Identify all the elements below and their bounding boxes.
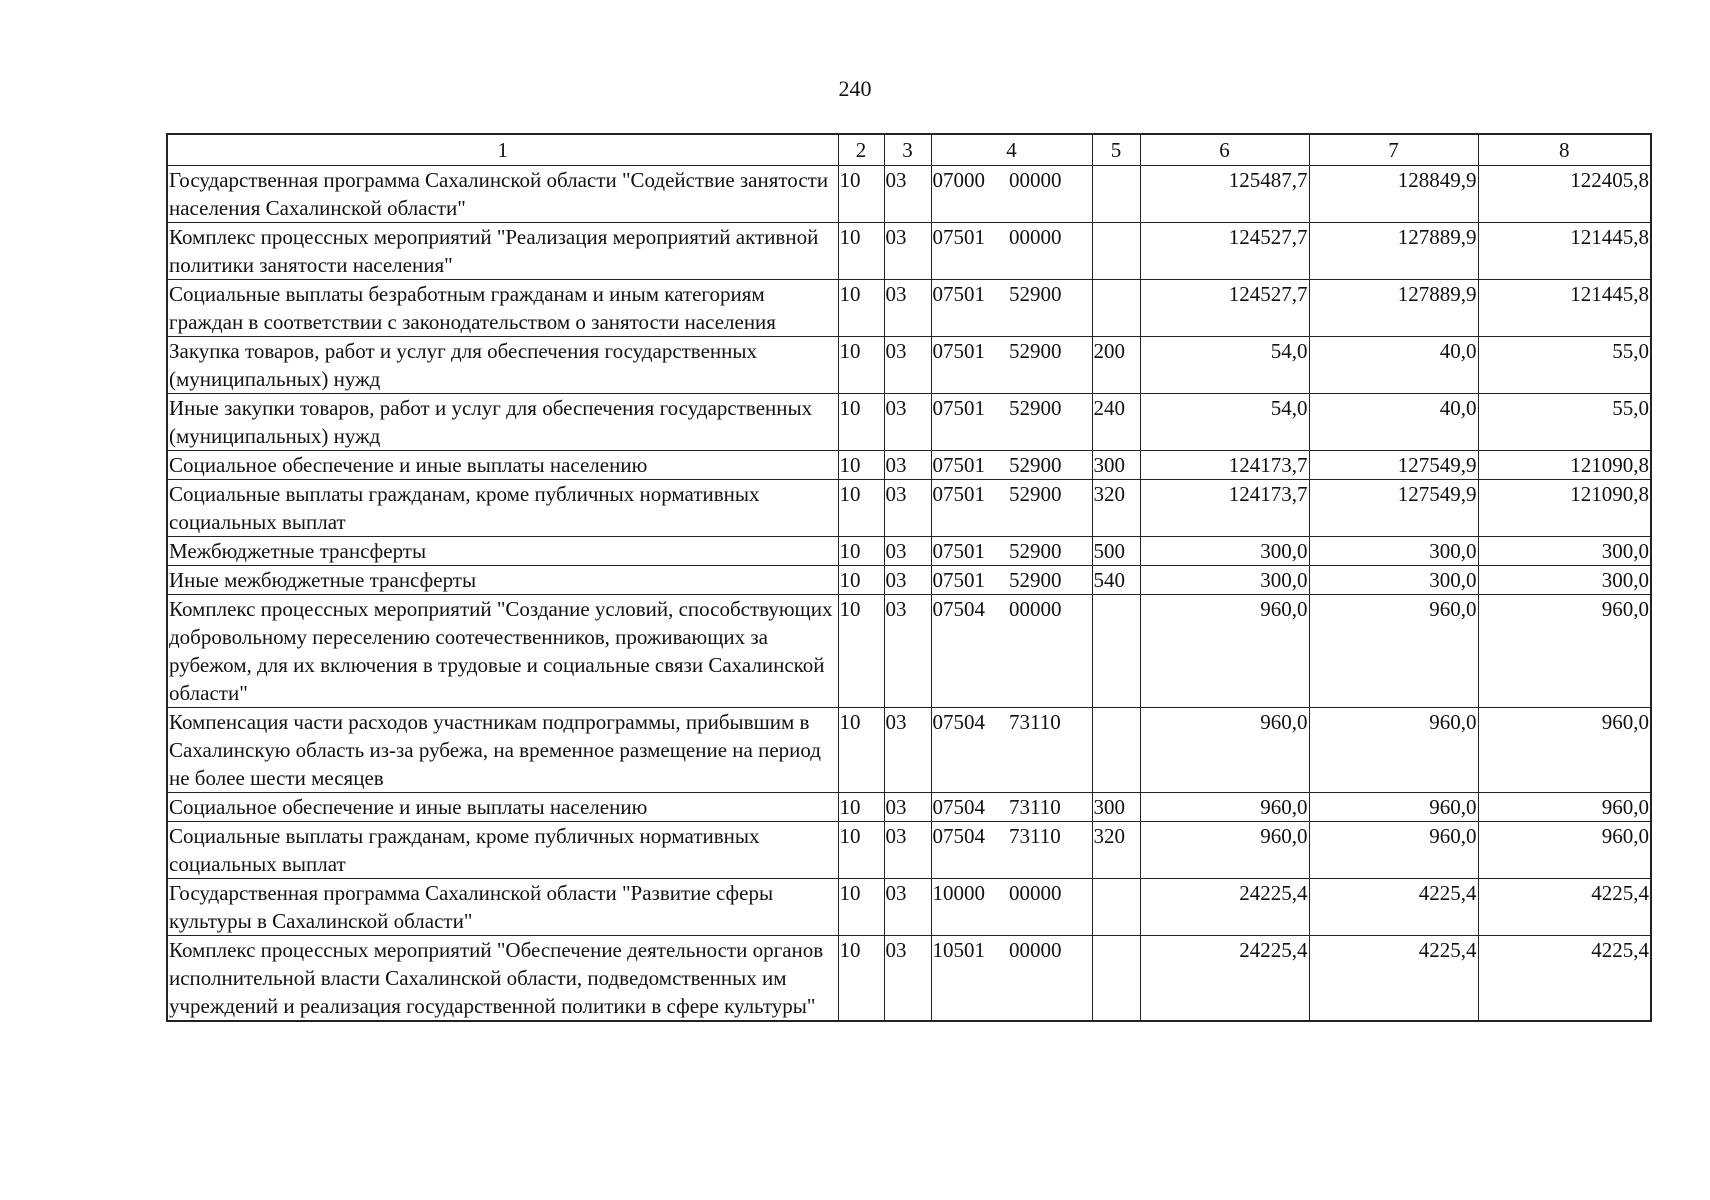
- section-code-cell: 10: [838, 166, 884, 223]
- target-article-cell: [931, 394, 1092, 451]
- subsection-code-cell: 03: [884, 223, 931, 280]
- amount-year-2-cell: 960,0: [1309, 595, 1478, 708]
- program-code: 07504: [932, 710, 985, 734]
- amount-year-3-cell: 4225,4: [1478, 936, 1651, 1022]
- amount-year-1-cell: 54,0: [1140, 337, 1309, 394]
- direction-code: 00000: [1009, 938, 1062, 962]
- direction-code: 73110: [1009, 824, 1061, 848]
- table-body: [167, 166, 1651, 1022]
- direction-code: 00000: [1009, 168, 1062, 192]
- target-article-cell: [931, 280, 1092, 337]
- table-row: [167, 166, 1651, 223]
- program-code: 07501: [932, 339, 985, 363]
- subsection-code-cell: 03: [884, 337, 931, 394]
- target-article-cell: [931, 936, 1092, 1022]
- expense-type-cell: [1092, 166, 1140, 223]
- expense-type-cell: 320: [1092, 822, 1140, 879]
- header-col-1: 1: [167, 134, 838, 166]
- target-article-cell: [931, 480, 1092, 537]
- amount-year-2-cell: 960,0: [1309, 793, 1478, 822]
- header-col-3: 3: [884, 134, 931, 166]
- program-code: 10000: [932, 881, 985, 905]
- section-code-cell: 10: [838, 223, 884, 280]
- page-number: 240: [838, 76, 872, 101]
- subsection-code-cell: 03: [884, 879, 931, 936]
- program-code: 10501: [932, 938, 985, 962]
- amount-year-3-cell: 121090,8: [1478, 451, 1651, 480]
- subsection-code-cell: 03: [884, 480, 931, 537]
- program-code: 07501: [932, 453, 985, 477]
- row-name-cell: Государственная программа Сахалинской области "Содействие занятости населения Сахалинской области": [167, 166, 838, 223]
- section-code-cell: 10: [838, 566, 884, 595]
- subsection-code-cell: 03: [884, 595, 931, 708]
- amount-year-1-cell: 125487,7: [1140, 166, 1309, 223]
- row-name-cell: Социальные выплаты гражданам, кроме публичных нормативных социальных выплат: [167, 480, 838, 537]
- amount-year-2-cell: 300,0: [1309, 537, 1478, 566]
- amount-year-1-cell: 54,0: [1140, 394, 1309, 451]
- table-row: [167, 337, 1651, 394]
- subsection-code-cell: 03: [884, 166, 931, 223]
- amount-year-2-cell: 128849,9: [1309, 166, 1478, 223]
- section-code-cell: 10: [838, 879, 884, 936]
- direction-code: 52900: [1009, 482, 1062, 506]
- table-row: [167, 451, 1651, 480]
- expense-type-cell: 540: [1092, 566, 1140, 595]
- program-code: 07504: [932, 824, 985, 848]
- amount-year-3-cell: 4225,4: [1478, 879, 1651, 936]
- expense-type-cell: [1092, 280, 1140, 337]
- amount-year-2-cell: 960,0: [1309, 708, 1478, 793]
- expense-type-cell: [1092, 879, 1140, 936]
- header-col-8: 8: [1478, 134, 1651, 166]
- table-row: [167, 394, 1651, 451]
- direction-code: 52900: [1009, 568, 1062, 592]
- amount-year-1-cell: 24225,4: [1140, 879, 1309, 936]
- direction-code: 52900: [1009, 339, 1062, 363]
- section-code-cell: 10: [838, 280, 884, 337]
- row-name-cell: Социальные выплаты гражданам, кроме публичных нормативных социальных выплат: [167, 822, 838, 879]
- table-row: [167, 280, 1651, 337]
- target-article-cell: [931, 223, 1092, 280]
- amount-year-2-cell: 127889,9: [1309, 223, 1478, 280]
- program-code: 07504: [932, 597, 985, 621]
- program-code: 07501: [932, 396, 985, 420]
- table-row: [167, 708, 1651, 793]
- amount-year-1-cell: 124527,7: [1140, 280, 1309, 337]
- amount-year-3-cell: 960,0: [1478, 708, 1651, 793]
- table-row: [167, 223, 1651, 280]
- section-code-cell: 10: [838, 337, 884, 394]
- program-code: 07501: [932, 568, 985, 592]
- program-code: 07504: [932, 795, 985, 819]
- amount-year-1-cell: 124527,7: [1140, 223, 1309, 280]
- amount-year-1-cell: 960,0: [1140, 822, 1309, 879]
- direction-code: 73110: [1009, 795, 1061, 819]
- direction-code: 52900: [1009, 539, 1062, 563]
- direction-code: 00000: [1009, 597, 1062, 621]
- amount-year-3-cell: 960,0: [1478, 595, 1651, 708]
- table-row: [167, 480, 1651, 537]
- target-article-cell: [931, 451, 1092, 480]
- header-col-4: 4: [931, 134, 1092, 166]
- subsection-code-cell: 03: [884, 822, 931, 879]
- row-name-cell: Закупка товаров, работ и услуг для обеспечения государственных (муниципальных) нужд: [167, 337, 838, 394]
- row-name-cell: Социальное обеспечение и иные выплаты населению: [167, 793, 838, 822]
- subsection-code-cell: 03: [884, 394, 931, 451]
- amount-year-1-cell: 300,0: [1140, 537, 1309, 566]
- budget-table: [166, 133, 1652, 1022]
- direction-code: 00000: [1009, 225, 1062, 249]
- header-col-2: 2: [838, 134, 884, 166]
- table-row: [167, 566, 1651, 595]
- table-row: [167, 537, 1651, 566]
- direction-code: 73110: [1009, 710, 1061, 734]
- table-row: [167, 595, 1651, 708]
- direction-code: 52900: [1009, 282, 1062, 306]
- amount-year-3-cell: 122405,8: [1478, 166, 1651, 223]
- amount-year-1-cell: 960,0: [1140, 595, 1309, 708]
- row-name-cell: Социальные выплаты безработным гражданам и иным категориям граждан в соответствии с законодательством о занятости населения: [167, 280, 838, 337]
- amount-year-3-cell: 960,0: [1478, 793, 1651, 822]
- expense-type-cell: 300: [1092, 793, 1140, 822]
- row-name-cell: Социальное обеспечение и иные выплаты населению: [167, 451, 838, 480]
- section-code-cell: 10: [838, 480, 884, 537]
- amount-year-2-cell: 4225,4: [1309, 936, 1478, 1022]
- amount-year-3-cell: 121090,8: [1478, 480, 1651, 537]
- amount-year-1-cell: 960,0: [1140, 793, 1309, 822]
- amount-year-1-cell: 124173,7: [1140, 451, 1309, 480]
- row-name-cell: Иные закупки товаров, работ и услуг для обеспечения государственных (муниципальных) нужд: [167, 394, 838, 451]
- target-article-cell: [931, 566, 1092, 595]
- row-name-cell: Компенсация части расходов участникам подпрограммы, прибывшим в Сахалинскую область из-за рубежа, на временное размещение на период не более шести месяцев: [167, 708, 838, 793]
- program-code: 07501: [932, 225, 985, 249]
- subsection-code-cell: 03: [884, 566, 931, 595]
- amount-year-3-cell: 121445,8: [1478, 223, 1651, 280]
- table-row: [167, 936, 1651, 1022]
- section-code-cell: 10: [838, 595, 884, 708]
- target-article-cell: [931, 337, 1092, 394]
- amount-year-2-cell: 127549,9: [1309, 480, 1478, 537]
- amount-year-2-cell: 40,0: [1309, 337, 1478, 394]
- amount-year-1-cell: 960,0: [1140, 708, 1309, 793]
- program-code: 07501: [932, 539, 985, 563]
- target-article-cell: [931, 708, 1092, 793]
- header-row: [167, 134, 1651, 166]
- subsection-code-cell: 03: [884, 280, 931, 337]
- direction-code: 52900: [1009, 396, 1062, 420]
- program-code: 07501: [932, 482, 985, 506]
- amount-year-1-cell: 24225,4: [1140, 936, 1309, 1022]
- subsection-code-cell: 03: [884, 537, 931, 566]
- amount-year-2-cell: 4225,4: [1309, 879, 1478, 936]
- row-name-cell: Межбюджетные трансферты: [167, 537, 838, 566]
- amount-year-2-cell: 127889,9: [1309, 280, 1478, 337]
- program-code: 07000: [932, 168, 985, 192]
- target-article-cell: [931, 537, 1092, 566]
- expense-type-cell: 200: [1092, 337, 1140, 394]
- row-name-cell: Государственная программа Сахалинской области "Развитие сферы культуры в Сахалинской области": [167, 879, 838, 936]
- amount-year-2-cell: 300,0: [1309, 566, 1478, 595]
- section-code-cell: 10: [838, 822, 884, 879]
- section-code-cell: 10: [838, 708, 884, 793]
- amount-year-3-cell: 300,0: [1478, 537, 1651, 566]
- amount-year-2-cell: 127549,9: [1309, 451, 1478, 480]
- section-code-cell: 10: [838, 793, 884, 822]
- amount-year-2-cell: 960,0: [1309, 822, 1478, 879]
- amount-year-3-cell: 121445,8: [1478, 280, 1651, 337]
- subsection-code-cell: 03: [884, 793, 931, 822]
- amount-year-1-cell: 124173,7: [1140, 480, 1309, 537]
- header-col-6: 6: [1140, 134, 1309, 166]
- expense-type-cell: 500: [1092, 537, 1140, 566]
- expense-type-cell: [1092, 595, 1140, 708]
- amount-year-3-cell: 300,0: [1478, 566, 1651, 595]
- row-name-cell: Комплекс процессных мероприятий "Создание условий, способствующих добровольному переселению соотечественников, проживающих за рубежом, для их включения в трудовые и социальные связи Сахалинской области": [167, 595, 838, 708]
- expense-type-cell: 300: [1092, 451, 1140, 480]
- expense-type-cell: [1092, 223, 1140, 280]
- expense-type-cell: [1092, 708, 1140, 793]
- target-article-cell: [931, 822, 1092, 879]
- section-code-cell: 10: [838, 394, 884, 451]
- expense-type-cell: 320: [1092, 480, 1140, 537]
- program-code: 07501: [932, 282, 985, 306]
- subsection-code-cell: 03: [884, 708, 931, 793]
- subsection-code-cell: 03: [884, 936, 931, 1022]
- direction-code: 00000: [1009, 881, 1062, 905]
- expense-type-cell: [1092, 936, 1140, 1022]
- row-name-cell: Иные межбюджетные трансферты: [167, 566, 838, 595]
- target-article-cell: [931, 879, 1092, 936]
- table-row: [167, 879, 1651, 936]
- amount-year-3-cell: 55,0: [1478, 394, 1651, 451]
- amount-year-2-cell: 40,0: [1309, 394, 1478, 451]
- row-name-cell: Комплекс процессных мероприятий "Обеспечение деятельности органов исполнительной власти Сахалинской области, подведомственных им учреждений и реализация государственной политики в сфере культуры": [167, 936, 838, 1022]
- direction-code: 52900: [1009, 453, 1062, 477]
- header-col-5: 5: [1092, 134, 1140, 166]
- table-row: [167, 822, 1651, 879]
- table-row: [167, 793, 1651, 822]
- header-col-7: 7: [1309, 134, 1478, 166]
- subsection-code-cell: 03: [884, 451, 931, 480]
- target-article-cell: [931, 793, 1092, 822]
- row-name-cell: Комплекс процессных мероприятий "Реализация мероприятий активной политики занятости населения": [167, 223, 838, 280]
- target-article-cell: [931, 166, 1092, 223]
- section-code-cell: 10: [838, 451, 884, 480]
- expense-type-cell: 240: [1092, 394, 1140, 451]
- section-code-cell: 10: [838, 537, 884, 566]
- amount-year-1-cell: 300,0: [1140, 566, 1309, 595]
- amount-year-3-cell: 55,0: [1478, 337, 1651, 394]
- section-code-cell: 10: [838, 936, 884, 1022]
- amount-year-3-cell: 960,0: [1478, 822, 1651, 879]
- target-article-cell: [931, 595, 1092, 708]
